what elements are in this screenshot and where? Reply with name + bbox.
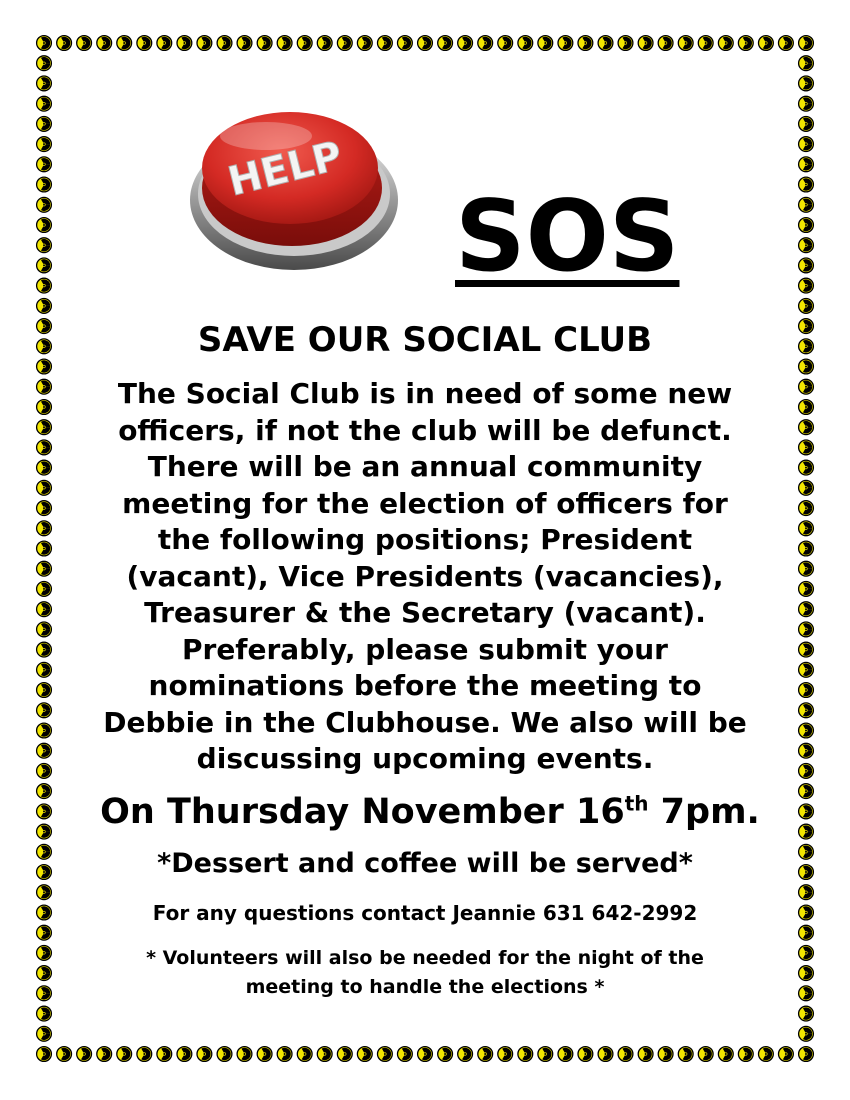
radiation-symbol-icon [799,582,814,597]
radiation-symbol-icon [378,36,393,51]
radiation-symbol-icon [37,541,52,556]
radiation-symbol-icon [37,946,52,961]
radiation-symbol-icon [799,117,814,132]
radiation-symbol-icon [738,36,753,51]
radiation-symbol-icon [177,1047,192,1062]
volunteers-note: * Volunteers will also be needed for the night of the meeting to handle the elections * [146,947,704,998]
radiation-symbol-icon [738,1047,753,1062]
radiation-symbol-icon [37,36,52,51]
radiation-symbol-icon [277,36,292,51]
radiation-symbol-icon [418,36,433,51]
radiation-symbol-icon [317,36,332,51]
radiation-symbol-icon [37,420,52,435]
radiation-symbol-icon [97,1047,112,1062]
radiation-symbol-icon [37,299,52,314]
radiation-symbol-icon [37,117,52,132]
radiation-symbol-icon [799,400,814,415]
radiation-symbol-icon [37,1006,52,1021]
radiation-symbol-icon [498,36,513,51]
radiation-symbol-icon [759,1047,774,1062]
radiation-symbol-icon [478,1047,493,1062]
radiation-symbol-icon [718,1047,733,1062]
radiation-symbol-icon [37,460,52,475]
radiation-symbol-icon [317,1047,332,1062]
radiation-symbol-icon [799,258,814,273]
radiation-symbol-icon [37,521,52,536]
radiation-symbol-icon [37,197,52,212]
radiation-symbol-icon [799,76,814,91]
radiation-symbol-icon [438,1047,453,1062]
radiation-symbol-icon [37,723,52,738]
help-button-icon [186,96,402,276]
radiation-symbol-icon [799,885,814,900]
radiation-symbol-icon [37,177,52,192]
radiation-symbol-icon [197,1047,212,1062]
radiation-symbol-icon [799,440,814,455]
radiation-symbol-icon [799,541,814,556]
radiation-symbol-icon [197,36,212,51]
radiation-symbol-icon [137,36,152,51]
radiation-symbol-icon [799,925,814,940]
radiation-symbol-icon [598,36,613,51]
radiation-symbol-icon [37,1026,52,1041]
radiation-symbol-icon [37,582,52,597]
radiation-symbol-icon [799,299,814,314]
radiation-symbol-icon [558,36,573,51]
radiation-symbol-icon [357,36,372,51]
radiation-symbol-icon [638,1047,653,1062]
radiation-symbol-icon [799,218,814,233]
radiation-symbol-icon [77,36,92,51]
radiation-symbol-icon [799,157,814,172]
radiation-symbol-icon [678,1047,693,1062]
radiation-symbol-icon [117,36,132,51]
radiation-symbol-icon [759,36,774,51]
radiation-symbol-icon [618,1047,633,1062]
event-date-prefix: On Thursday November 16 [100,792,625,832]
radiation-symbol-icon [37,885,52,900]
radiation-symbol-icon [779,1047,794,1062]
radiation-symbol-icon [37,157,52,172]
radiation-symbol-icon [799,723,814,738]
radiation-symbol-icon [799,662,814,677]
radiation-symbol-icon [799,56,814,71]
radiation-symbol-icon [658,1047,673,1062]
radiation-symbol-icon [37,400,52,415]
body-paragraph: The Social Club is in need of some new officers, if not the club will be defunct. There will be an annual community meeting for the election of officers for the following positions; President (vacant), Vice Presidents (vacancies), Treasurer & the Secretary (vacant). Preferably, please submit your nominations before the meeting to Debbie in the Clubhouse. We also will be discussing upcoming events. [103,377,747,775]
radiation-symbol-icon [217,1047,232,1062]
event-time: 7pm. [648,792,760,832]
radiation-symbol-icon [799,966,814,981]
radiation-symbol-icon [37,561,52,576]
radiation-symbol-icon [779,36,794,51]
radiation-symbol-icon [799,177,814,192]
radiation-symbol-icon [799,642,814,657]
radiation-symbol-icon [478,36,493,51]
radiation-symbol-icon [698,1047,713,1062]
radiation-symbol-icon [578,1047,593,1062]
radiation-symbol-icon [237,1047,252,1062]
radiation-symbol-icon [398,1047,413,1062]
radiation-symbol-icon [378,1047,393,1062]
radiation-symbol-icon [799,622,814,637]
radiation-symbol-icon [398,36,413,51]
radiation-symbol-icon [57,36,72,51]
radiation-symbol-icon [37,642,52,657]
radiation-symbol-icon [37,1047,52,1062]
radiation-symbol-icon [799,36,814,51]
radiation-symbol-icon [277,1047,292,1062]
radiation-symbol-icon [37,278,52,293]
radiation-symbol-icon [37,440,52,455]
radiation-symbol-icon [37,966,52,981]
event-date-suffix: th [624,791,649,816]
radiation-symbol-icon [538,36,553,51]
radiation-symbol-icon [57,1047,72,1062]
radiation-symbol-icon [257,1047,272,1062]
radiation-symbol-icon [799,197,814,212]
radiation-symbol-icon [37,703,52,718]
radiation-symbol-icon [578,36,593,51]
radiation-symbol-icon [37,925,52,940]
radiation-symbol-icon [799,683,814,698]
radiation-symbol-icon [177,36,192,51]
radiation-symbol-icon [799,96,814,111]
radiation-symbol-icon [217,36,232,51]
radiation-symbol-icon [799,359,814,374]
radiation-symbol-icon [37,258,52,273]
radiation-symbol-icon [799,743,814,758]
radiation-symbol-icon [357,1047,372,1062]
radiation-symbol-icon [37,480,52,495]
radiation-symbol-icon [117,1047,132,1062]
radiation-symbol-icon [678,36,693,51]
radiation-symbol-icon [698,36,713,51]
radiation-symbol-icon [37,76,52,91]
radiation-symbol-icon [799,602,814,617]
radiation-symbol-icon [37,56,52,71]
radiation-symbol-icon [297,36,312,51]
radiation-symbol-icon [297,1047,312,1062]
help-button-label: HELP [223,132,347,206]
radiation-symbol-icon [37,96,52,111]
radiation-symbol-icon [37,602,52,617]
radiation-symbol-icon [257,36,272,51]
radiation-symbol-icon [618,36,633,51]
radiation-symbol-icon [538,1047,553,1062]
radiation-symbol-icon [799,420,814,435]
radiation-symbol-icon [799,1047,814,1062]
radiation-symbol-icon [37,743,52,758]
radiation-symbol-icon [799,278,814,293]
radiation-symbol-icon [799,1006,814,1021]
radiation-symbol-icon [37,238,52,253]
radiation-symbol-icon [799,238,814,253]
dessert-note: *Dessert and coffee will be served* [157,848,693,879]
contact-line: For any questions contact Jeannie 631 642-2992 [152,901,698,925]
radiation-symbol-icon [37,359,52,374]
radiation-symbol-icon [157,36,172,51]
radiation-symbol-icon [37,986,52,1001]
radiation-symbol-icon [799,480,814,495]
radiation-symbol-icon [799,946,814,961]
radiation-symbol-icon [658,36,673,51]
radiation-symbol-icon [638,36,653,51]
radiation-symbol-icon [799,703,814,718]
headline: SAVE OUR SOCIAL CLUB [197,320,653,360]
radiation-symbol-icon [518,1047,533,1062]
radiation-symbol-icon [799,1026,814,1041]
radiation-symbol-icon [37,683,52,698]
radiation-symbol-icon [598,1047,613,1062]
radiation-symbol-icon [37,379,52,394]
radiation-symbol-icon [237,36,252,51]
radiation-symbol-icon [718,36,733,51]
radiation-symbol-icon [558,1047,573,1062]
radiation-symbol-icon [37,622,52,637]
radiation-symbol-icon [337,36,352,51]
radiation-symbol-icon [337,1047,352,1062]
radiation-symbol-icon [799,137,814,152]
radiation-symbol-icon [799,379,814,394]
radiation-symbol-icon [799,501,814,516]
radiation-symbol-icon [37,501,52,516]
radiation-symbol-icon [418,1047,433,1062]
radiation-symbol-icon [799,986,814,1001]
radiation-symbol-icon [799,460,814,475]
radiation-symbol-icon [77,1047,92,1062]
radiation-symbol-icon [37,137,52,152]
radiation-symbol-icon [37,764,52,779]
radiation-symbol-icon [137,1047,152,1062]
radiation-symbol-icon [157,1047,172,1062]
event-date [0,790,850,834]
radiation-symbol-icon [458,1047,473,1062]
radiation-symbol-icon [799,521,814,536]
radiation-symbol-icon [438,36,453,51]
radiation-symbol-icon [37,218,52,233]
radiation-symbol-icon [518,36,533,51]
sos-title: SOS [455,180,680,294]
radiation-symbol-icon [799,561,814,576]
radiation-symbol-icon [37,662,52,677]
radiation-symbol-icon [498,1047,513,1062]
radiation-symbol-icon [799,764,814,779]
radiation-symbol-icon [458,36,473,51]
radiation-symbol-icon [97,36,112,51]
